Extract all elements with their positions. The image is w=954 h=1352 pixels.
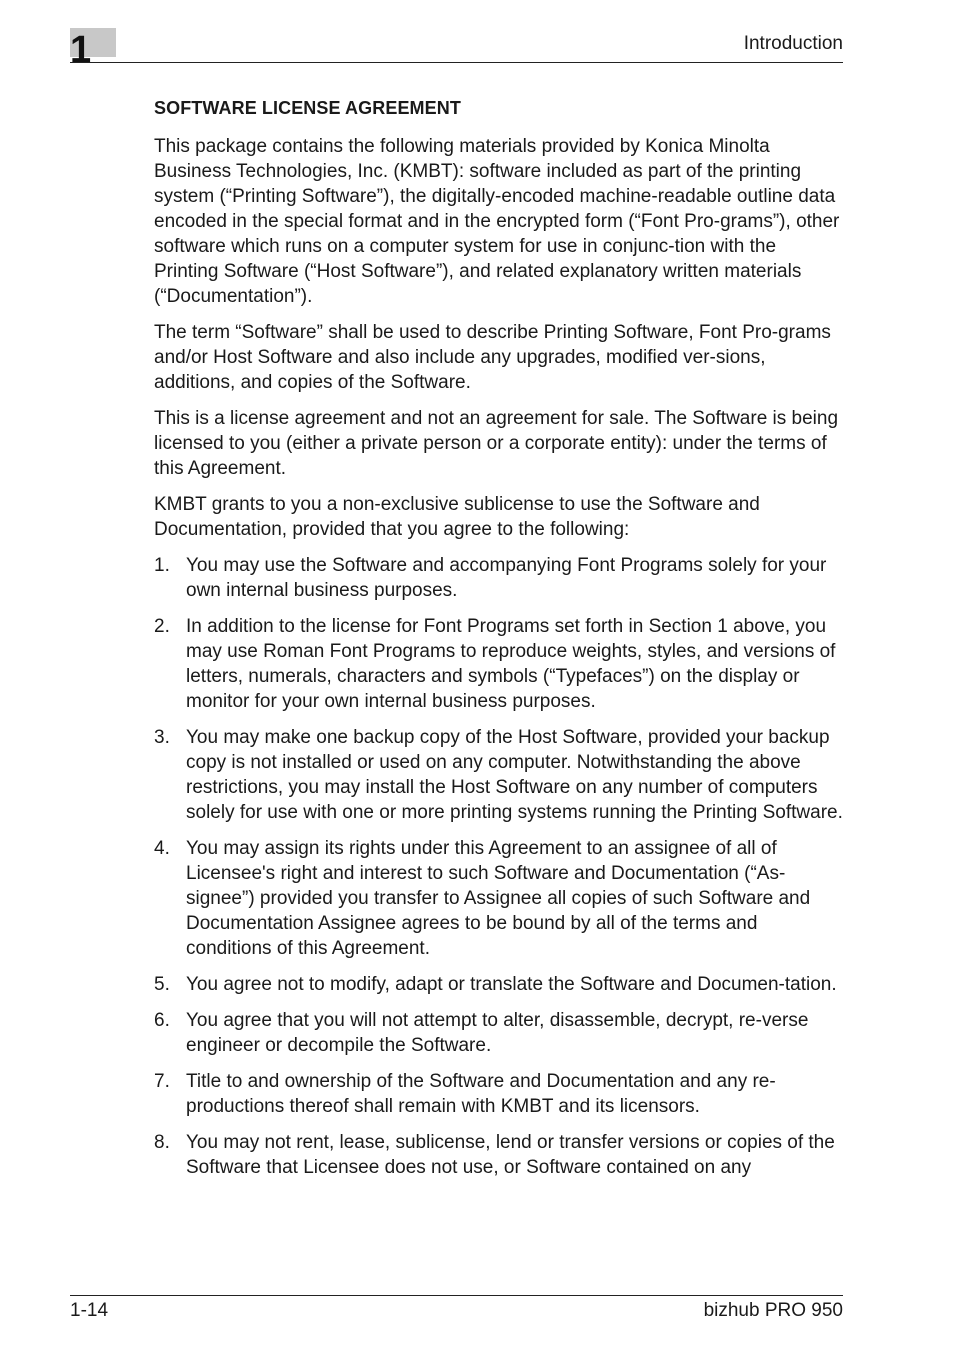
list-item-text: You may assign its rights under this Agreement to an assignee of all of Licensee's right and interest to such Software and Documentation (“As-signee”) provided you transfer to Assignee all copies of such Software and Documentation Assignee agrees to be bound by all of the terms and conditions of this Agreement. (186, 838, 811, 959)
list-item-number: 6. (154, 1010, 170, 1031)
list-item (154, 725, 844, 825)
list-item (154, 1069, 844, 1119)
footer-divider (70, 1295, 843, 1296)
list-item-number: 2. (154, 616, 170, 637)
list-item (154, 836, 844, 961)
page-number: 1-14 (70, 1300, 109, 1321)
license-terms-list (154, 553, 844, 1180)
list-item (154, 553, 844, 603)
list-item (154, 614, 844, 714)
paragraph-grant: KMBT grants to you a non-exclusive sublicense to use the Software and Documentation, provided that you agree to the following: (154, 494, 760, 540)
product-name: bizhub PRO 950 (703, 1300, 843, 1321)
paragraph-license-nature: This is a license agreement and not an agreement for sale. The Software is being licensed to you (either a private person or a corporate entity): under the terms of this Agreement. (154, 408, 839, 479)
chapter-number: 1 (70, 29, 92, 71)
list-item-text: You may use the Software and accompanying Font Programs solely for your own internal business purposes. (186, 555, 827, 601)
list-item-number: 4. (154, 838, 170, 859)
list-item (154, 1008, 844, 1058)
header-divider (70, 62, 843, 63)
list-item-number: 5. (154, 974, 170, 995)
page-content (154, 96, 844, 1191)
list-item (154, 1130, 844, 1180)
list-item (154, 972, 844, 997)
running-header-title: Introduction (743, 33, 843, 54)
list-item-text: Title to and ownership of the Software and Documentation and any re-productions thereof shall remain with KMBT and its licensors. (186, 1071, 776, 1117)
list-item-text: You agree not to modify, adapt or translate the Software and Documen-tation. (186, 974, 837, 995)
list-item-text: You agree that you will not attempt to alter, disassemble, decrypt, re-verse engineer or decompile the Software. (186, 1010, 809, 1056)
list-item-text: You may make one backup copy of the Host Software, provided your backup copy is not installed or used on any computer. Notwithstanding the above restrictions, you may install the Host Software on any number of computers solely for use with one or more printing systems running the Printing Software. (186, 727, 843, 823)
list-item-text: You may not rent, lease, sublicense, lend or transfer versions or copies of the Software that Licensee does not use, or Software contained on any (186, 1132, 835, 1178)
list-item-number: 7. (154, 1071, 170, 1092)
list-item-text: In addition to the license for Font Programs set forth in Section 1 above, you may use Roman Font Programs to reproduce weights, styles, and versions of letters, numerals, characters and symbols (“Typefaces”) on the display or monitor for your own internal business purposes. (186, 616, 836, 712)
list-item-number: 3. (154, 727, 170, 748)
section-heading: SOFTWARE LICENSE AGREEMENT (154, 98, 461, 118)
paragraph-materials: This package contains the following materials provided by Konica Minolta Business Technologies, Inc. (KMBT): software included as part of the printing system (“Printing Software”), the digitally-encoded machine-readable outline data encoded in the special format and in the encrypted form (“Font Pro-grams”), other software which runs on a computer system for use in conjunc-tion with the Printing Software (“Host Software”), and related explanatory written materials (“Documentation”). (154, 136, 840, 307)
paragraph-software-term: The term “Software” shall be used to describe Printing Software, Font Pro-grams and/or Host Software and also include any upgrades, modified ver-sions, additions, and copies of the Software. (154, 322, 831, 393)
list-item-number: 1. (154, 555, 170, 576)
list-item-number: 8. (154, 1132, 170, 1153)
